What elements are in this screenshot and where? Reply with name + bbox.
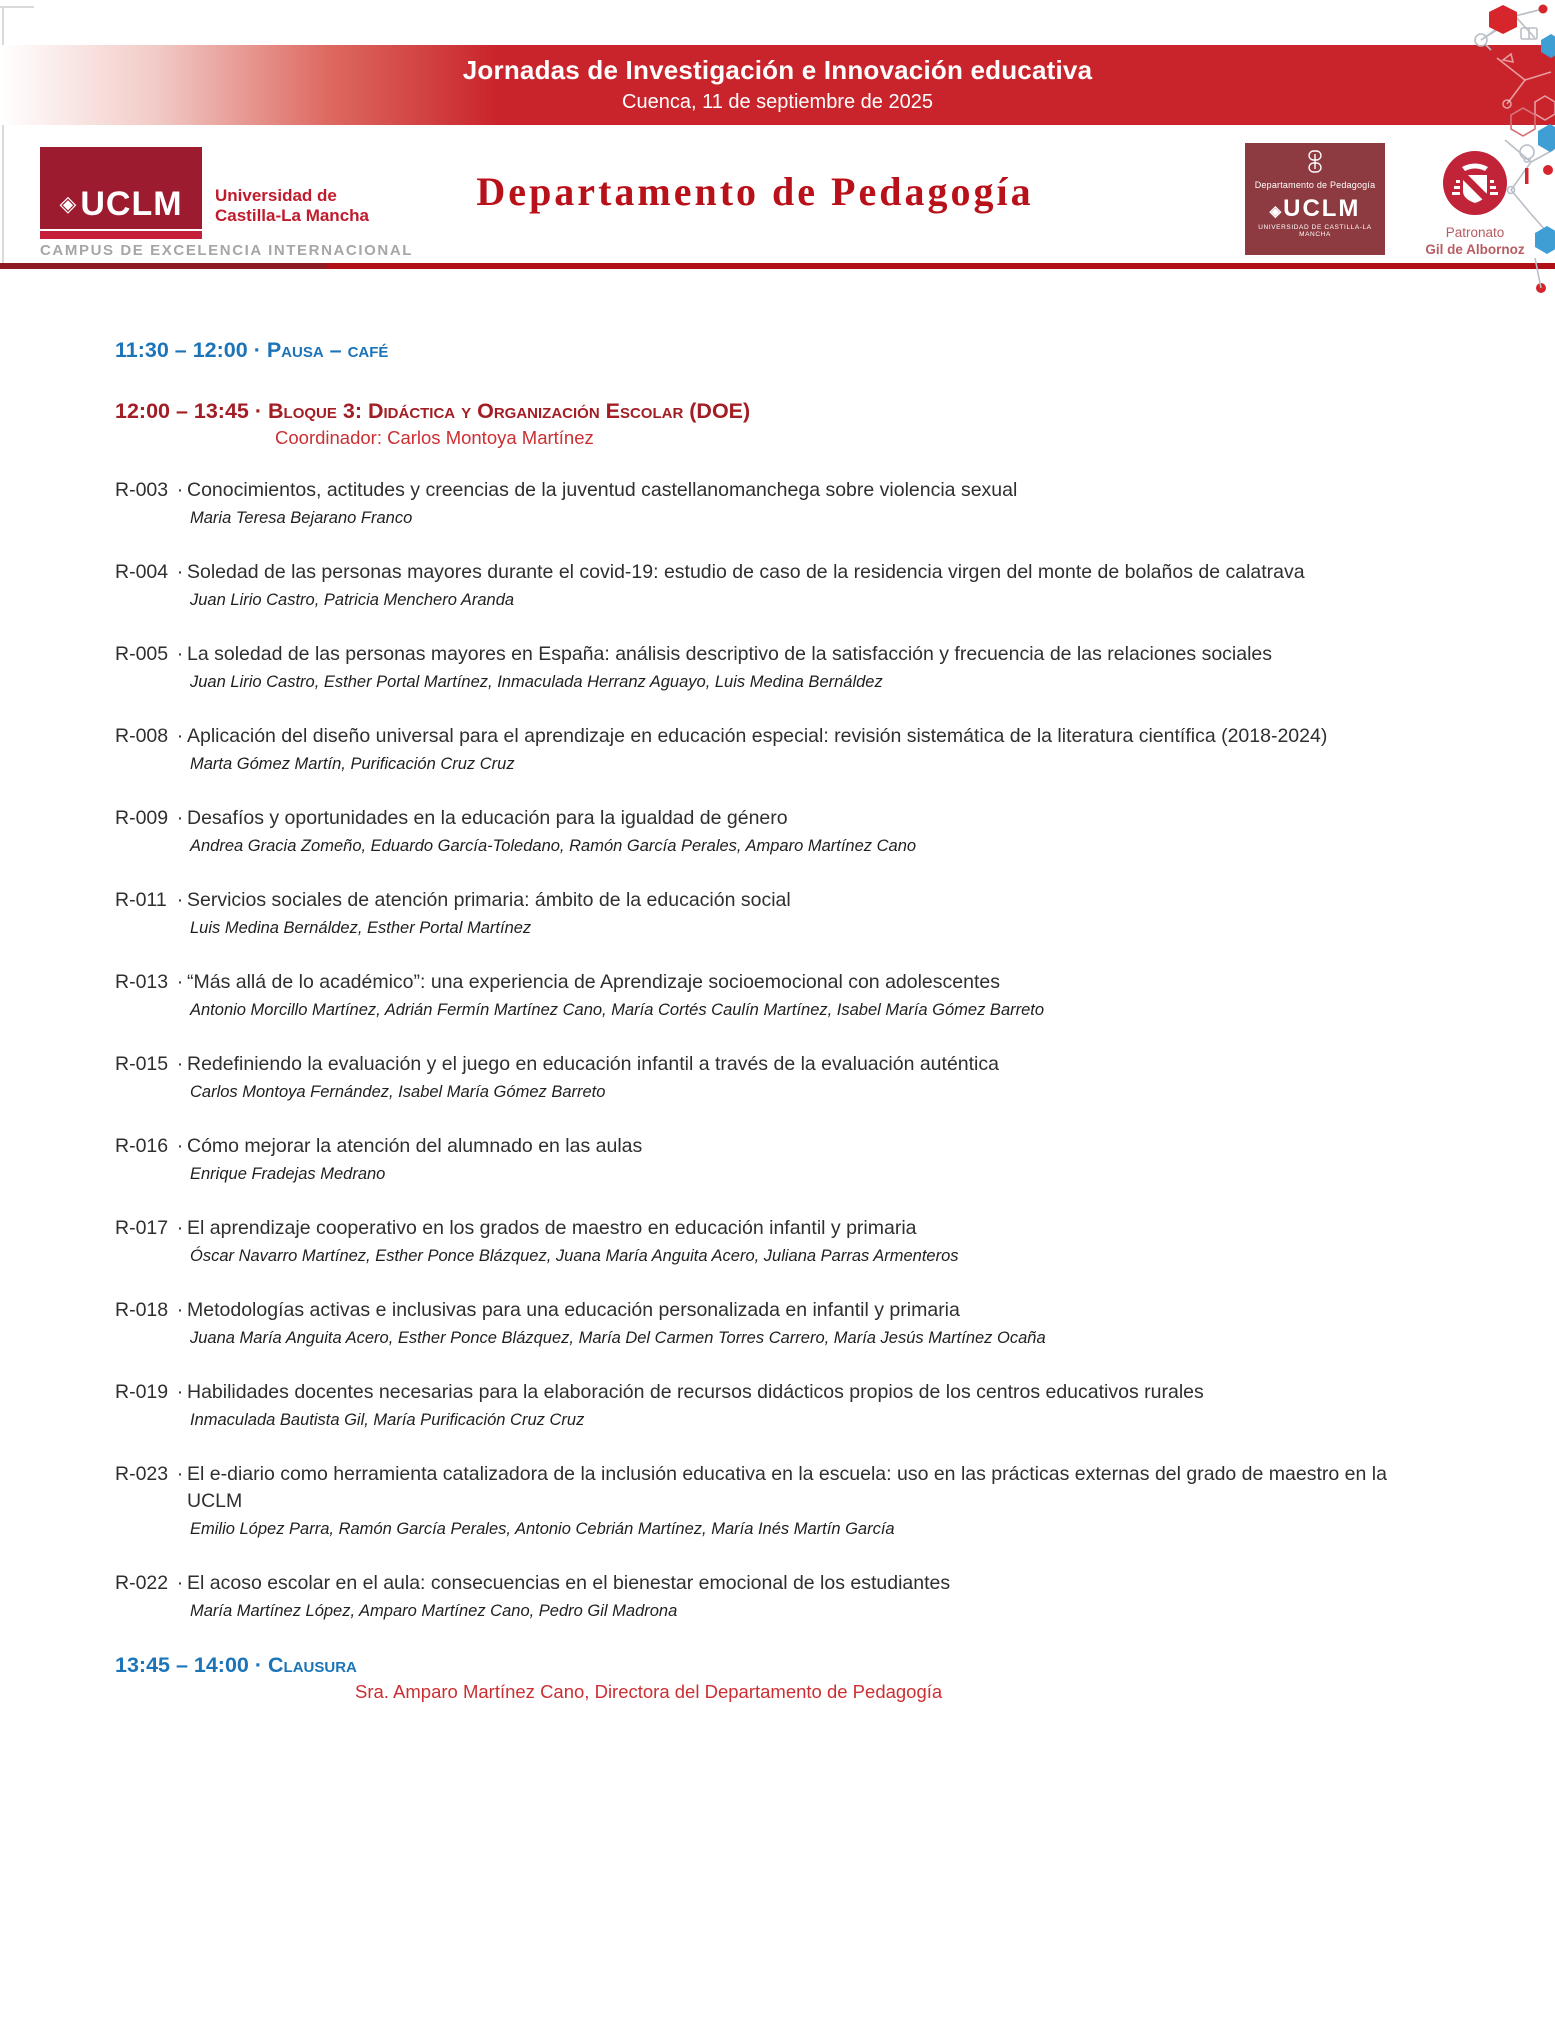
session-authors: Óscar Navarro Martínez, Esther Ponce Blázquez, Juana María Anguita Acero, Juliana Parras Armenteros	[190, 1247, 959, 1265]
session-authors: Andrea Gracia Zomeño, Eduardo García-Toledano, Ramón García Perales, Amparo Martínez Cano	[190, 837, 917, 855]
separator-dot: ·	[176, 889, 184, 911]
session-code: R-016	[115, 1135, 169, 1157]
session-code: R-013	[115, 971, 169, 993]
session-code: R-019	[115, 1381, 169, 1403]
campus-red-bar	[40, 231, 202, 239]
session-title: El aprendizaje cooperativo en los grados de maestro en educación infantil y primaria	[187, 1217, 917, 1239]
session-code: R-004	[115, 561, 169, 583]
separator-dot: ·	[176, 643, 184, 665]
patronato-line2: Gil de Albornoz	[1425, 241, 1525, 257]
session-code: R-022	[115, 1572, 169, 1594]
pausa-title: Pausa – café	[266, 338, 389, 362]
session-authors: Juan Lirio Castro, Patricia Menchero Aranda	[190, 591, 515, 609]
event-banner	[0, 45, 1555, 125]
uclm-diamond-icon: ◈	[59, 191, 77, 216]
session-row-r015	[115, 1051, 1445, 1104]
separator-dot: ·	[254, 399, 263, 423]
session-row-r018	[115, 1297, 1445, 1350]
session-code: R-003	[115, 479, 169, 501]
program-schedule	[115, 338, 1445, 1703]
session-title: Desafíos y oportunidades en la educación para la igualdad de género	[187, 807, 788, 829]
separator-dot: ·	[176, 1299, 184, 1321]
page-title: Departamento de Pedagogía	[476, 169, 1034, 214]
session-title: Servicios sociales de atención primaria: ámbito de la educación social	[187, 889, 791, 911]
session-authors: Enrique Fradejas Medrano	[190, 1165, 386, 1183]
session-row-r016	[115, 1133, 1445, 1186]
session-authors: Marta Gómez Martín, Purificación Cruz Cruz	[190, 755, 515, 773]
session-row-r022	[115, 1570, 1445, 1623]
session-row-r005	[115, 641, 1445, 694]
separator-dot: ·	[176, 1135, 184, 1157]
session-row-r023	[115, 1461, 1445, 1541]
session-title: Redefiniendo la evaluación y el juego en educación infantil a través de la evaluación auténtica	[187, 1053, 999, 1075]
separator-dot: ·	[176, 479, 184, 501]
patronato-line1: Patronato	[1445, 225, 1505, 240]
session-code: R-023	[115, 1463, 169, 1485]
session-row-r011	[115, 887, 1445, 940]
session-code: R-015	[115, 1053, 169, 1075]
session-title: Soledad de las personas mayores durante el covid-19: estudio de caso de la residencia virgen del monte de bolaños de calatrava	[187, 561, 1305, 583]
session-authors: Inmaculada Bautista Gil, María Purificación Cruz Cruz	[190, 1411, 585, 1429]
session-row-r008	[115, 723, 1445, 776]
dept-logo-uclm	[1245, 197, 1385, 221]
session-authors: Antonio Morcillo Martínez, Adrián Fermín Martínez Cano, María Cortés Caulín Martínez, Isabel María Gómez Barreto	[190, 1001, 1045, 1019]
decor-network-icon	[1385, 0, 1555, 310]
session-title: El e-diario como herramienta catalizadora de la inclusión educativa en la escuela: uso en las prácticas externas del grado de maestro en la UCLM	[187, 1463, 1387, 1512]
session-title: “Más allá de lo académico”: una experiencia de Aprendizaje socioemocional con adolescentes	[187, 971, 1000, 993]
separator-dot: ·	[176, 1217, 184, 1239]
separator-dot: ·	[176, 807, 184, 829]
session-row-r003	[115, 477, 1445, 530]
session-row-r013	[115, 969, 1445, 1022]
dept-logo-university: UNIVERSIDAD DE CASTILLA-LA MANCHA	[1258, 224, 1372, 238]
schedule-item-bloque3	[115, 399, 1445, 424]
clausura-title: Clausura	[268, 1653, 357, 1677]
session-code: R-005	[115, 643, 169, 665]
separator-dot: ·	[176, 561, 184, 583]
clausura-time: 13:45 – 14:00	[115, 1653, 249, 1677]
session-row-r009	[115, 805, 1445, 858]
separator-dot: ·	[176, 1381, 184, 1403]
session-authors: Carlos Montoya Fernández, Isabel María Gómez Barreto	[190, 1083, 606, 1101]
university-name-line2: Castilla-La Mancha	[215, 206, 369, 226]
bloque-coordinator: Coordinador: Carlos Montoya Martínez	[275, 427, 594, 448]
uclm-logo	[40, 147, 202, 229]
pausa-time: 11:30 – 12:00	[115, 338, 248, 362]
session-code: R-009	[115, 807, 169, 829]
session-title: Metodologías activas e inclusivas para una educación personalizada en infantil y primaria	[187, 1299, 960, 1321]
session-row-r017	[115, 1215, 1445, 1268]
event-date-location: Cuenca, 11 de septiembre de 2025	[622, 91, 933, 113]
session-title: El acoso escolar en el aula: consecuencias en el bienestar emocional de los estudiantes	[187, 1572, 951, 1594]
top-edge-line	[0, 6, 34, 8]
session-row-r019	[115, 1379, 1445, 1432]
bloque-title: Bloque 3: Didáctica y Organización Escolar (DOE)	[268, 399, 751, 423]
campus-excellence-label: CAMPUS DE EXCELENCIA INTERNACIONAL	[40, 242, 414, 259]
session-title: Conocimientos, actitudes y creencias de la juventud castellanomanchega sobre violencia sexual	[187, 479, 1018, 501]
session-authors: Emilio López Parra, Ramón García Perales, Antonio Cebrián Martínez, María Inés Martín García	[190, 1520, 895, 1538]
separator-dot: ·	[176, 1053, 184, 1075]
university-name-line1: Universidad de	[215, 186, 337, 205]
dept-shield-icon	[1245, 150, 1385, 179]
uclm-acronym: UCLM	[80, 185, 183, 223]
session-code: R-018	[115, 1299, 169, 1321]
session-row-r004	[115, 559, 1445, 612]
session-authors: Juan Lirio Castro, Esther Portal Martínez, Inmaculada Herranz Aguayo, Luis Medina Bernáldez	[190, 673, 883, 691]
separator-dot: ·	[176, 1572, 184, 1594]
session-code: R-017	[115, 1217, 169, 1239]
session-list	[115, 477, 1445, 1623]
header-divider	[0, 263, 1555, 269]
session-authors: Juana María Anguita Acero, Esther Ponce Blázquez, María Del Carmen Torres Carrero, María Jesús Martínez Ocaña	[190, 1329, 1046, 1347]
uclm-diamond-icon: ◈	[1269, 203, 1284, 220]
separator-dot: ·	[176, 971, 184, 993]
session-code: R-008	[115, 725, 169, 747]
session-authors: Maria Teresa Bejarano Franco	[190, 509, 413, 527]
clausura-heading	[115, 1653, 1445, 1678]
session-title: Cómo mejorar la atención del alumnado en las aulas	[187, 1135, 643, 1157]
session-title: Aplicación del diseño universal para el aprendizaje en educación especial: revisión sistemática de la literatura científica (2018-2024)	[187, 725, 1328, 747]
schedule-item-pausa	[115, 338, 1445, 363]
session-code: R-011	[115, 889, 167, 911]
session-authors: Luis Medina Bernáldez, Esther Portal Martínez	[190, 919, 532, 937]
session-authors: María Martínez López, Amparo Martínez Cano, Pedro Gil Madrona	[190, 1602, 678, 1620]
dept-logo-name: Departamento de Pedagogía	[1254, 180, 1376, 190]
session-title: Habilidades docentes necesarias para la elaboración de recursos didácticos propios de los centros educativos rurales	[187, 1381, 1204, 1403]
department-logo	[1245, 143, 1385, 255]
schedule-item-clausura	[115, 1653, 1445, 1703]
separator-dot: ·	[253, 338, 261, 362]
dept-logo-acronym: UCLM	[1283, 195, 1361, 222]
bloque-time: 12:00 – 13:45	[115, 399, 249, 423]
separator-dot: ·	[176, 725, 184, 747]
event-title: Jornadas de Investigación e Innovación educativa	[462, 55, 1093, 85]
session-title: La soledad de las personas mayores en España: análisis descriptivo de la satisfacción y frecuencia de las relaciones sociales	[187, 643, 1273, 665]
separator-dot: ·	[176, 1463, 184, 1485]
separator-dot: ·	[254, 1653, 263, 1677]
clausura-speaker: Sra. Amparo Martínez Cano, Directora del Departamento de Pedagogía	[355, 1681, 943, 1702]
